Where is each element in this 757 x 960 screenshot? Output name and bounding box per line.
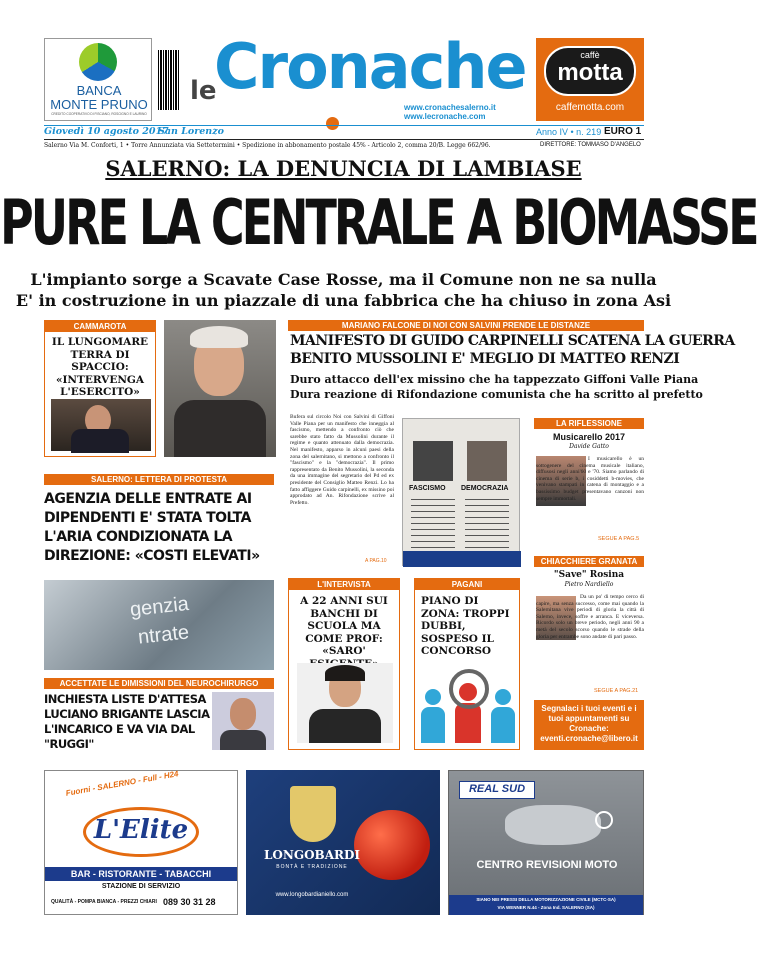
granata-label: CHIACCHIERE GRANATA — [534, 556, 644, 567]
segnalaci-text: Segnalaci i tuoi eventi e i tuoi appuntamenti su Cronache: — [541, 704, 637, 733]
poster-left-label: FASCISMO — [409, 485, 446, 492]
main-headline: PURE LA CENTRALE A BIOMASSE — [0, 186, 757, 259]
motta-ad[interactable] — [536, 38, 644, 121]
falcone-label: MARIANO FALCONE DI NOI CON SALVINI PRENDE LE DISTANZE — [288, 320, 644, 331]
pagani-people-icon — [421, 663, 515, 743]
riflessione-more[interactable]: SEGUE A PAG.5 — [598, 536, 640, 542]
granata-body: Da un po' di tempo cerco di capire, ma senza successo, come mai quando la Salernitana vive periodi di gloria la città di Salerno, invece, soffre e arranca. E viceversa. Ricordo solo un breve periodo, negli anni 90 a metà del secolo scorso quando le strade della gloria per entrambe sono andate di pari passo. — [536, 594, 644, 640]
longobardi-url[interactable]: www.longobardianiello.com — [275, 892, 349, 898]
segnalaci-box[interactable] — [534, 700, 644, 750]
elite-phone: 089 30 31 28 — [163, 897, 216, 907]
price: EURO 1 — [604, 126, 642, 137]
bank-ad[interactable] — [44, 38, 152, 121]
poster-photo — [402, 418, 520, 566]
motta-url: caffemotta.com — [555, 102, 625, 113]
address-line: Salerno Via M. Conforti, 1 • Torre Annunziata via Settetermini • Spedizione in abbonamento postale 45% - Articolo 2, comma 20/B. Legge 662/96. — [44, 142, 491, 149]
elite-ad[interactable] — [44, 770, 238, 915]
falcone-sub-1: Duro attacco dell'ex missino che ha tappezzato Giffoni Valle Piana — [290, 373, 699, 386]
site-url-1[interactable]: www.cronachesalerno.it — [404, 103, 496, 112]
ruggi-title[interactable]: INCHIESTA LISTE D'ATTESA LUCIANO BRIGANTE LASCIA L'INCARICO E VA VIA DAL "RUGGI" — [44, 692, 210, 751]
segnalaci-email[interactable]: eventi.cronache@libero.it — [540, 734, 638, 743]
real-sud: REAL SUD — [468, 783, 526, 795]
longobardi-name: LONGOBARDI — [263, 848, 360, 862]
pagani-box[interactable] — [414, 578, 520, 750]
motta-name: motta — [557, 59, 623, 86]
longobardi-sub: BONTÀ E TRADIZIONE — [276, 864, 348, 870]
falcone-title-1[interactable]: MANIFESTO DI GUIDO CARPINELLI SCATENA LA GUERRA — [290, 333, 735, 349]
granata-title[interactable]: "Save" Rosina — [553, 570, 625, 580]
logo-cronache: Cronache — [214, 30, 526, 103]
cammarota-title: IL LUNGOMARE TERRA DI SPACCIO: «INTERVENGA L'ESERCITO» — [51, 336, 149, 398]
agenzia-label: SALERNO: LETTERA DI PROTESTA — [44, 474, 274, 485]
agenzia-sign-1: genzia — [128, 592, 190, 622]
falcone-sub-2: Dura reazione di Rifondazione comunista che ha scritto al prefetto — [290, 388, 703, 401]
cammarota-photo — [51, 399, 151, 451]
poster-right-label: DEMOCRAZIA — [461, 485, 509, 492]
riflessione-author: Davide Gatto — [569, 443, 609, 450]
logo-le: le — [190, 76, 217, 106]
barcode — [158, 50, 180, 110]
agenzia-photo — [44, 580, 274, 670]
director: DIRETTORE: TOMMASO D'ANGELO — [540, 142, 641, 148]
agenzia-title[interactable]: AGENZIA DELLE ENTRATE AI DIPENDENTI E' STATA TOLTA L'ARIA CONDIZIONATA LA DIREZIONE: «COSTI ELEVATI» — [44, 491, 260, 564]
main-sub-1: L'impianto sorge a Scavate Case Rosse, ma il Comune non ne sa nulla — [30, 270, 657, 289]
elite-top: Fuorni - SALERNO - Full - H24 — [65, 769, 180, 798]
main-kicker: SALERNO: LA DENUNCIA DI LAMBIASE — [105, 156, 582, 181]
elite-line: BAR - RISTORANTE - TABACCHI — [70, 869, 212, 879]
granata-more[interactable]: SEGUE A PAG.21 — [594, 688, 639, 694]
bank-logo-icon — [79, 43, 117, 81]
centro-foot-2: VIA WENNER N.44 - Zona Ind. SALERNO (SA) — [497, 905, 595, 910]
intervista-label: L'INTERVISTA — [289, 579, 399, 590]
check-icon — [595, 811, 613, 829]
centro-name: CENTRO REVISIONI MOTO — [476, 859, 618, 871]
riflessione-label: LA RIFLESSIONE — [534, 418, 644, 429]
masthead-rule-2 — [44, 139, 644, 140]
falcone-more[interactable]: A PAG.10 — [365, 558, 387, 564]
bank-sub: CREDITO COOPERATIVO DI FISCIANO, ROSCIGNO E LAURINO — [51, 112, 147, 116]
ruggi-label: ACCETTATE LE DIMISSIONI DEL NEUROCHIRURGO — [44, 678, 274, 689]
site-url-2[interactable]: www.lecronache.com — [404, 112, 486, 121]
riflessione-body: I musicarello è un sottogenere del cinema musicale italiano, diffusosi negli anni'60 e '70. Siamo parlando di cinema di serie b, i cosiddetti b-movies, che venivano stampati in catena di montaggio e a bassissimo budget presentavano canzoni non sempre immortali. — [536, 456, 644, 502]
motta-caffe: caffè — [580, 50, 600, 60]
falcone-title-2[interactable]: BENITO MUSSOLINI E' MEGLIO DI MATTEO RENZI — [290, 351, 680, 367]
saint: San Lorenzo — [158, 126, 224, 137]
granata-author: Pietro Nardiello — [564, 581, 614, 588]
centro-foot-1: SIANO NEI PRESSI DELLA MOTORIZZAZIONE CIVILE (MCTC-SA) — [476, 897, 616, 902]
longobardi-ad[interactable] — [246, 770, 440, 915]
issue: Anno IV • n. 219 — [536, 127, 602, 137]
pagani-title: PIANO DI ZONA: TROPPI DUBBI, SOSPESO IL CONCORSO — [421, 595, 510, 657]
intervista-photo — [297, 663, 393, 743]
main-sub-2: E' in costruzione in un piazzale di una fabbrica che ha chiuso in zona Asi — [15, 291, 672, 310]
falcone-body: Bufera sul circolo Noi con Salvini di Giffoni Valle Piana per un manifesto che inneggia al fascismo, mettendo a confronto ciò che sarebbe stato fatto da Mussolini durante il regime e quanto attenuato dalla democrazia. Nel manifesto, apparso in alcuni paesi della zona del salernitano, si mettono a confronto il "fascismo" e la "democrazia". Il primo rappresentato da Benito Mussolini, la seconda da una immagine del segretario del Pd ed ex presidente del Consiglio Matteo Renzi. Lo ha fatto affiggere Guido carpinelli, ex missino poi approdato ad An. Rifondazione scrive al Prefetto. — [290, 414, 394, 506]
cammarota-label: CAMMAROTA — [45, 321, 155, 332]
date: Giovedì 10 agosto 2017 — [44, 126, 169, 137]
longobardi-crest-icon — [290, 786, 336, 842]
intervista-box[interactable] — [288, 578, 400, 750]
small-logo-icon — [326, 117, 339, 130]
intervista-title: A 22 ANNI SUI BANCHI DI SCUOLA MA COME PROF: «SARO' — [300, 595, 388, 657]
centro-ad[interactable] — [448, 770, 644, 915]
bank-name-line2: MONTE PRUNO — [50, 97, 148, 112]
riflessione-title[interactable]: Musicarello 2017 — [552, 432, 626, 442]
motorbike-icon — [505, 805, 601, 845]
elite-foot: QUALITÀ - POMPA BIANCA - PREZZI CHIARI — [51, 899, 157, 905]
cammarota-box[interactable] — [44, 320, 156, 457]
elite-name: L'Elite — [93, 815, 189, 845]
bank-name-line1: BANCA — [76, 83, 122, 98]
ruggi-photo — [212, 692, 274, 750]
elite-sub: STAZIONE DI SERVIZIO — [101, 883, 181, 890]
falcone-photo — [164, 320, 276, 457]
agenzia-sign-2: ntrate — [136, 621, 191, 649]
pagani-label: PAGANI — [415, 579, 519, 590]
